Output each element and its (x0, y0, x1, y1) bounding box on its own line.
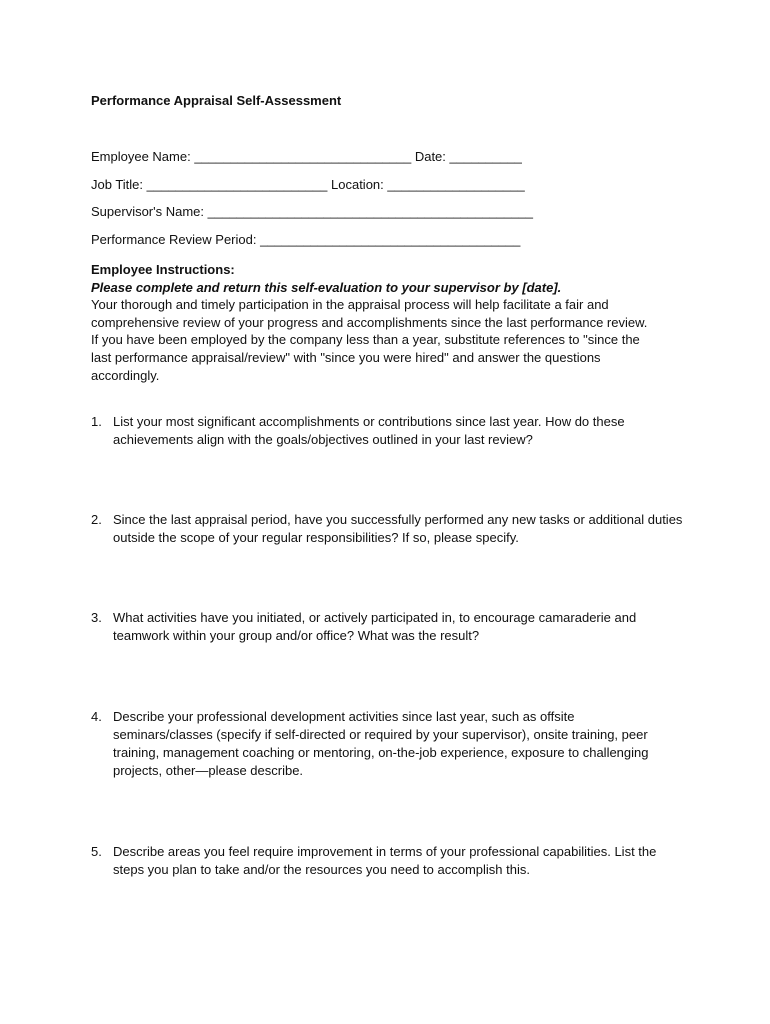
question-number: 4. (91, 709, 102, 724)
job-title-location-line: Job Title: _________________________ Location: ___________________ (91, 177, 525, 192)
page-title: Performance Appraisal Self-Assessment (91, 93, 342, 108)
question-number: 5. (91, 844, 102, 859)
instructions-body: Your thorough and timely participation in the appraisal process will help facilitate a fair and comprehensive review of your progress and accomplishments since the last performance review. If you have been employed by the company less than a year, substitute references to "since the last performance appraisal/review" with "since you were hired" and answer the questions accordingly. (91, 297, 648, 383)
question-text: Describe your professional development activities since last year, such as offsite seminars/classes (specify if self-directed or required by your supervisor), onsite training, peer training, management coaching or mentoring, on-the-job experience, exposure to challenging projects, other—please describe. (113, 709, 649, 778)
question-text: What activities have you initiated, or actively participated in, to encourage camaraderie and teamwork within your group and/or office? What was the result? (113, 610, 637, 643)
question-1 (91, 413, 691, 449)
question-text: Since the last appraisal period, have you successfully performed any new tasks or additional duties outside the scope of your regular responsibilities? If so, please specify. (113, 512, 683, 545)
employee-name-date-line: Employee Name: ______________________________ Date: __________ (91, 149, 522, 164)
instructions-heading: Employee Instructions: (91, 262, 235, 277)
employee-instructions (91, 261, 691, 384)
supervisor-name-line: Supervisor's Name: _____________________________________________ (91, 204, 533, 219)
question-number: 2. (91, 512, 102, 527)
question-3 (91, 609, 691, 645)
question-text: List your most significant accomplishments or contributions since last year. How do these achievements align with the goals/objectives outlined in your last review? (113, 414, 625, 447)
review-period-line: Performance Review Period: ____________________________________ (91, 232, 521, 247)
instructions-deadline: Please complete and return this self-evaluation to your supervisor by [date]. (91, 279, 562, 295)
question-number: 1. (91, 414, 102, 429)
question-2 (91, 511, 691, 547)
question-5 (91, 843, 691, 879)
question-4 (91, 708, 691, 780)
question-text: Describe areas you feel require improvement in terms of your professional capabilities. List the steps you plan to take and/or the resources you need to accomplish this. (113, 844, 657, 877)
question-number: 3. (91, 610, 102, 625)
